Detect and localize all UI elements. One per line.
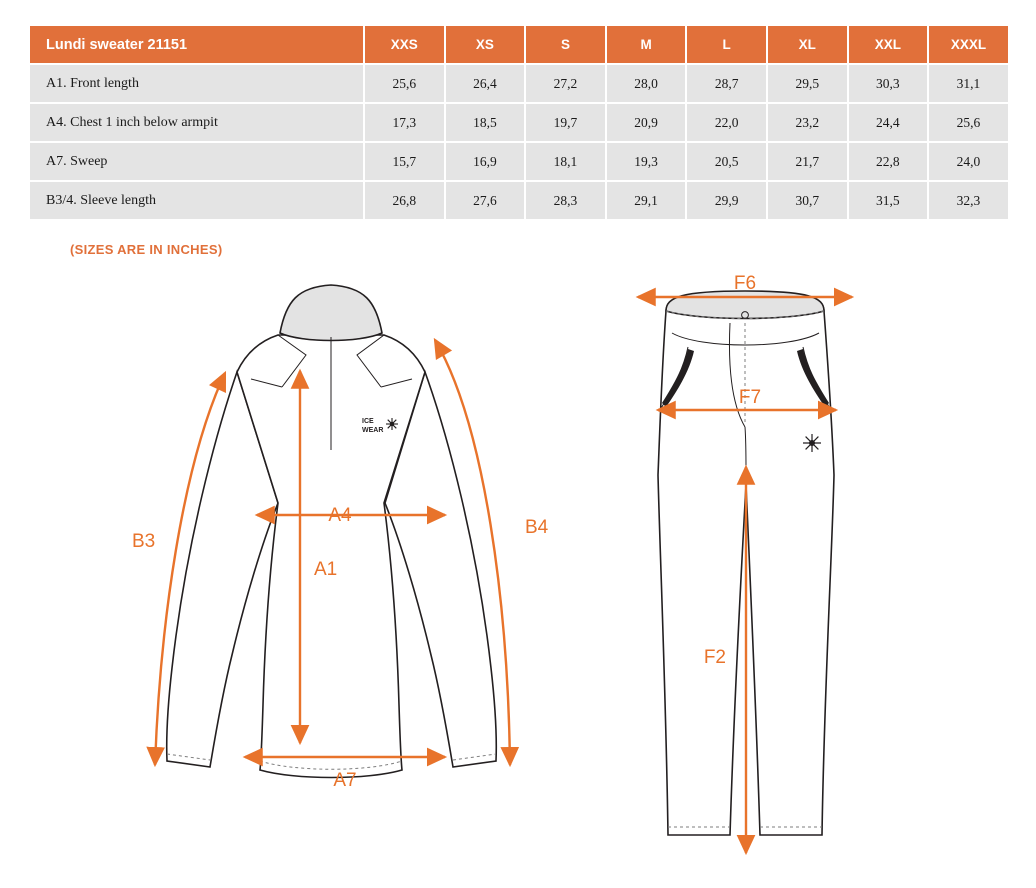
measurement-value: 20,5	[686, 142, 767, 181]
measurement-value: 29,1	[606, 181, 687, 220]
measurement-value: 28,7	[686, 64, 767, 103]
measurement-value: 17,3	[364, 103, 445, 142]
measurement-value: 22,0	[686, 103, 767, 142]
table-row	[29, 142, 1009, 181]
measurement-value: 15,7	[364, 142, 445, 181]
size-header-s: S	[525, 25, 606, 64]
measurement-value: 18,5	[445, 103, 526, 142]
units-note: (SIZES ARE IN INCHES)	[70, 242, 223, 257]
svg-text:WEAR: WEAR	[362, 427, 384, 434]
measurement-value: 19,7	[525, 103, 606, 142]
measurement-label: A4. Chest 1 inch below armpit	[29, 103, 364, 142]
sweater-outline	[167, 285, 497, 778]
measurement-value: 31,5	[848, 181, 929, 220]
measurement-value: 16,9	[445, 142, 526, 181]
table-row	[29, 181, 1009, 220]
size-chart-table	[28, 24, 1010, 221]
measurement-value: 31,1	[928, 64, 1009, 103]
measure-label-a7: A7	[333, 770, 357, 791]
size-header-xl: XL	[767, 25, 848, 64]
sweater-diagram	[110, 275, 590, 875]
size-header-xs: XS	[445, 25, 526, 64]
measurement-value: 32,3	[928, 181, 1009, 220]
measurement-label: B3/4. Sleeve length	[29, 181, 364, 220]
measure-f6	[638, 275, 852, 297]
measurement-value: 18,1	[525, 142, 606, 181]
measurement-value: 23,2	[767, 103, 848, 142]
measurement-value: 28,0	[606, 64, 687, 103]
measurement-label: A1. Front length	[29, 64, 364, 103]
measurement-value: 29,9	[686, 181, 767, 220]
brand-logo	[803, 434, 821, 452]
measurement-value: 25,6	[928, 103, 1009, 142]
measurement-value: 25,6	[364, 64, 445, 103]
size-header-xxxl: XXXL	[928, 25, 1009, 64]
measurement-value: 22,8	[848, 142, 929, 181]
measurement-value: 24,0	[928, 142, 1009, 181]
measure-label-f7: F7	[738, 387, 762, 408]
pants-diagram	[600, 275, 1020, 875]
measure-label-b4: B4	[525, 517, 549, 538]
size-header-m: M	[606, 25, 687, 64]
svg-text:ICE: ICE	[362, 418, 374, 425]
measurement-value: 19,3	[606, 142, 687, 181]
size-header-xxl: XXL	[848, 25, 929, 64]
measurement-value: 26,4	[445, 64, 526, 103]
measure-label-a4: A4	[328, 505, 352, 526]
measure-label-b3: B3	[132, 531, 156, 552]
product-name-header: Lundi sweater 21151	[29, 25, 364, 64]
size-header-l: L	[686, 25, 767, 64]
measure-label-a1: A1	[314, 559, 338, 580]
measurement-value: 29,5	[767, 64, 848, 103]
measurement-value: 30,7	[767, 181, 848, 220]
table-row	[29, 103, 1009, 142]
measurement-value: 30,3	[848, 64, 929, 103]
measure-label-f6: F6	[733, 275, 757, 294]
measurement-value: 21,7	[767, 142, 848, 181]
measurement-value: 24,4	[848, 103, 929, 142]
measurement-label: A7. Sweep	[29, 142, 364, 181]
measure-label-f2: F2	[703, 647, 726, 668]
measurement-value: 27,2	[525, 64, 606, 103]
measurement-value: 28,3	[525, 181, 606, 220]
table-header-row	[29, 25, 1009, 64]
measurement-value: 26,8	[364, 181, 445, 220]
measurement-value: 20,9	[606, 103, 687, 142]
size-header-xxs: XXS	[364, 25, 445, 64]
table-row	[29, 64, 1009, 103]
measurement-value: 27,6	[445, 181, 526, 220]
